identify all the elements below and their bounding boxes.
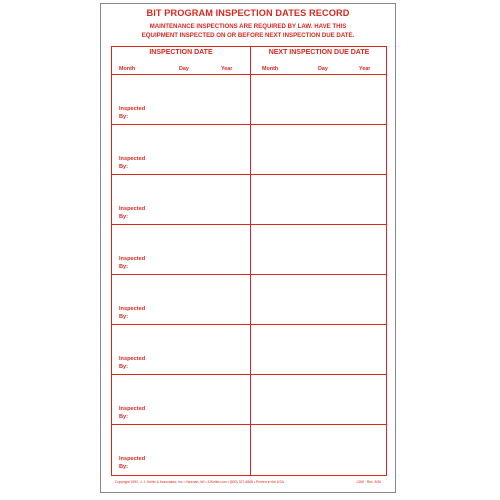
- form-title: BIT PROGRAM INSPECTION DATES RECORD: [146, 8, 350, 18]
- inspected-label: Inspected: [119, 356, 146, 362]
- by-label: By:: [119, 214, 129, 220]
- inspected-label: Inspected: [119, 306, 146, 312]
- inspection-record-card: [100, 3, 396, 493]
- inspected-by-label: [119, 405, 145, 421]
- inspected-label: Inspected: [119, 156, 146, 162]
- legal-notice: [101, 22, 395, 40]
- row-divider: [112, 224, 386, 225]
- by-label: By:: [119, 414, 129, 420]
- legal-notice-line-2: EQUIPMENT INSPECTED ON OR BEFORE NEXT INSPECTION DUE DATE.: [141, 32, 355, 39]
- inspected-by-label: [119, 255, 145, 271]
- row-divider: [112, 324, 386, 325]
- by-label: By:: [119, 114, 129, 120]
- by-label: By:: [119, 164, 129, 170]
- right-year-label: Year: [359, 66, 371, 72]
- left-month-label: Month: [119, 66, 136, 72]
- inspected-label: Inspected: [119, 456, 146, 462]
- row-divider: [112, 174, 386, 175]
- inspected-by-label: [119, 355, 145, 371]
- inspected-label: Inspected: [119, 256, 146, 262]
- by-label: By:: [119, 264, 129, 270]
- row-divider: [112, 374, 386, 375]
- inspection-date-header: INSPECTION DATE: [149, 49, 213, 56]
- row-divider: [112, 74, 386, 75]
- inspected-label: Inspected: [119, 106, 146, 112]
- left-year-label: Year: [221, 66, 233, 72]
- row-divider: [112, 124, 386, 125]
- row-divider: [112, 274, 386, 275]
- inspected-by-label: [119, 305, 145, 321]
- record-grid: [111, 46, 387, 476]
- by-label: By:: [119, 464, 129, 470]
- inspected-label: Inspected: [119, 406, 146, 412]
- next-due-date-header: NEXT INSPECTION DUE DATE: [268, 49, 370, 56]
- legal-notice-line-1: MAINTENANCE INSPECTIONS ARE REQUIRED BY LAW. HAVE THIS: [149, 23, 347, 30]
- inspected-by-label: [119, 455, 145, 471]
- inspected-label: Inspected: [119, 206, 146, 212]
- by-label: By:: [119, 314, 129, 320]
- inspected-by-label: [119, 155, 145, 171]
- by-label: By:: [119, 364, 129, 370]
- copyright-footer: Copyright 1992, J. J. Keller & Associates, Inc. • Neenah, WI • JJKeller.com • (800) 327-6868 • Printed in the USA: [115, 480, 284, 484]
- inspected-by-label: [119, 105, 145, 121]
- left-day-label: Day: [179, 66, 189, 72]
- right-month-label: Month: [262, 66, 279, 72]
- inspected-by-label: [119, 205, 145, 221]
- form-number-footer: 1365 · Rev. 3/06: [356, 480, 381, 484]
- column-divider: [250, 47, 251, 475]
- right-day-label: Day: [318, 66, 328, 72]
- row-divider: [112, 424, 386, 425]
